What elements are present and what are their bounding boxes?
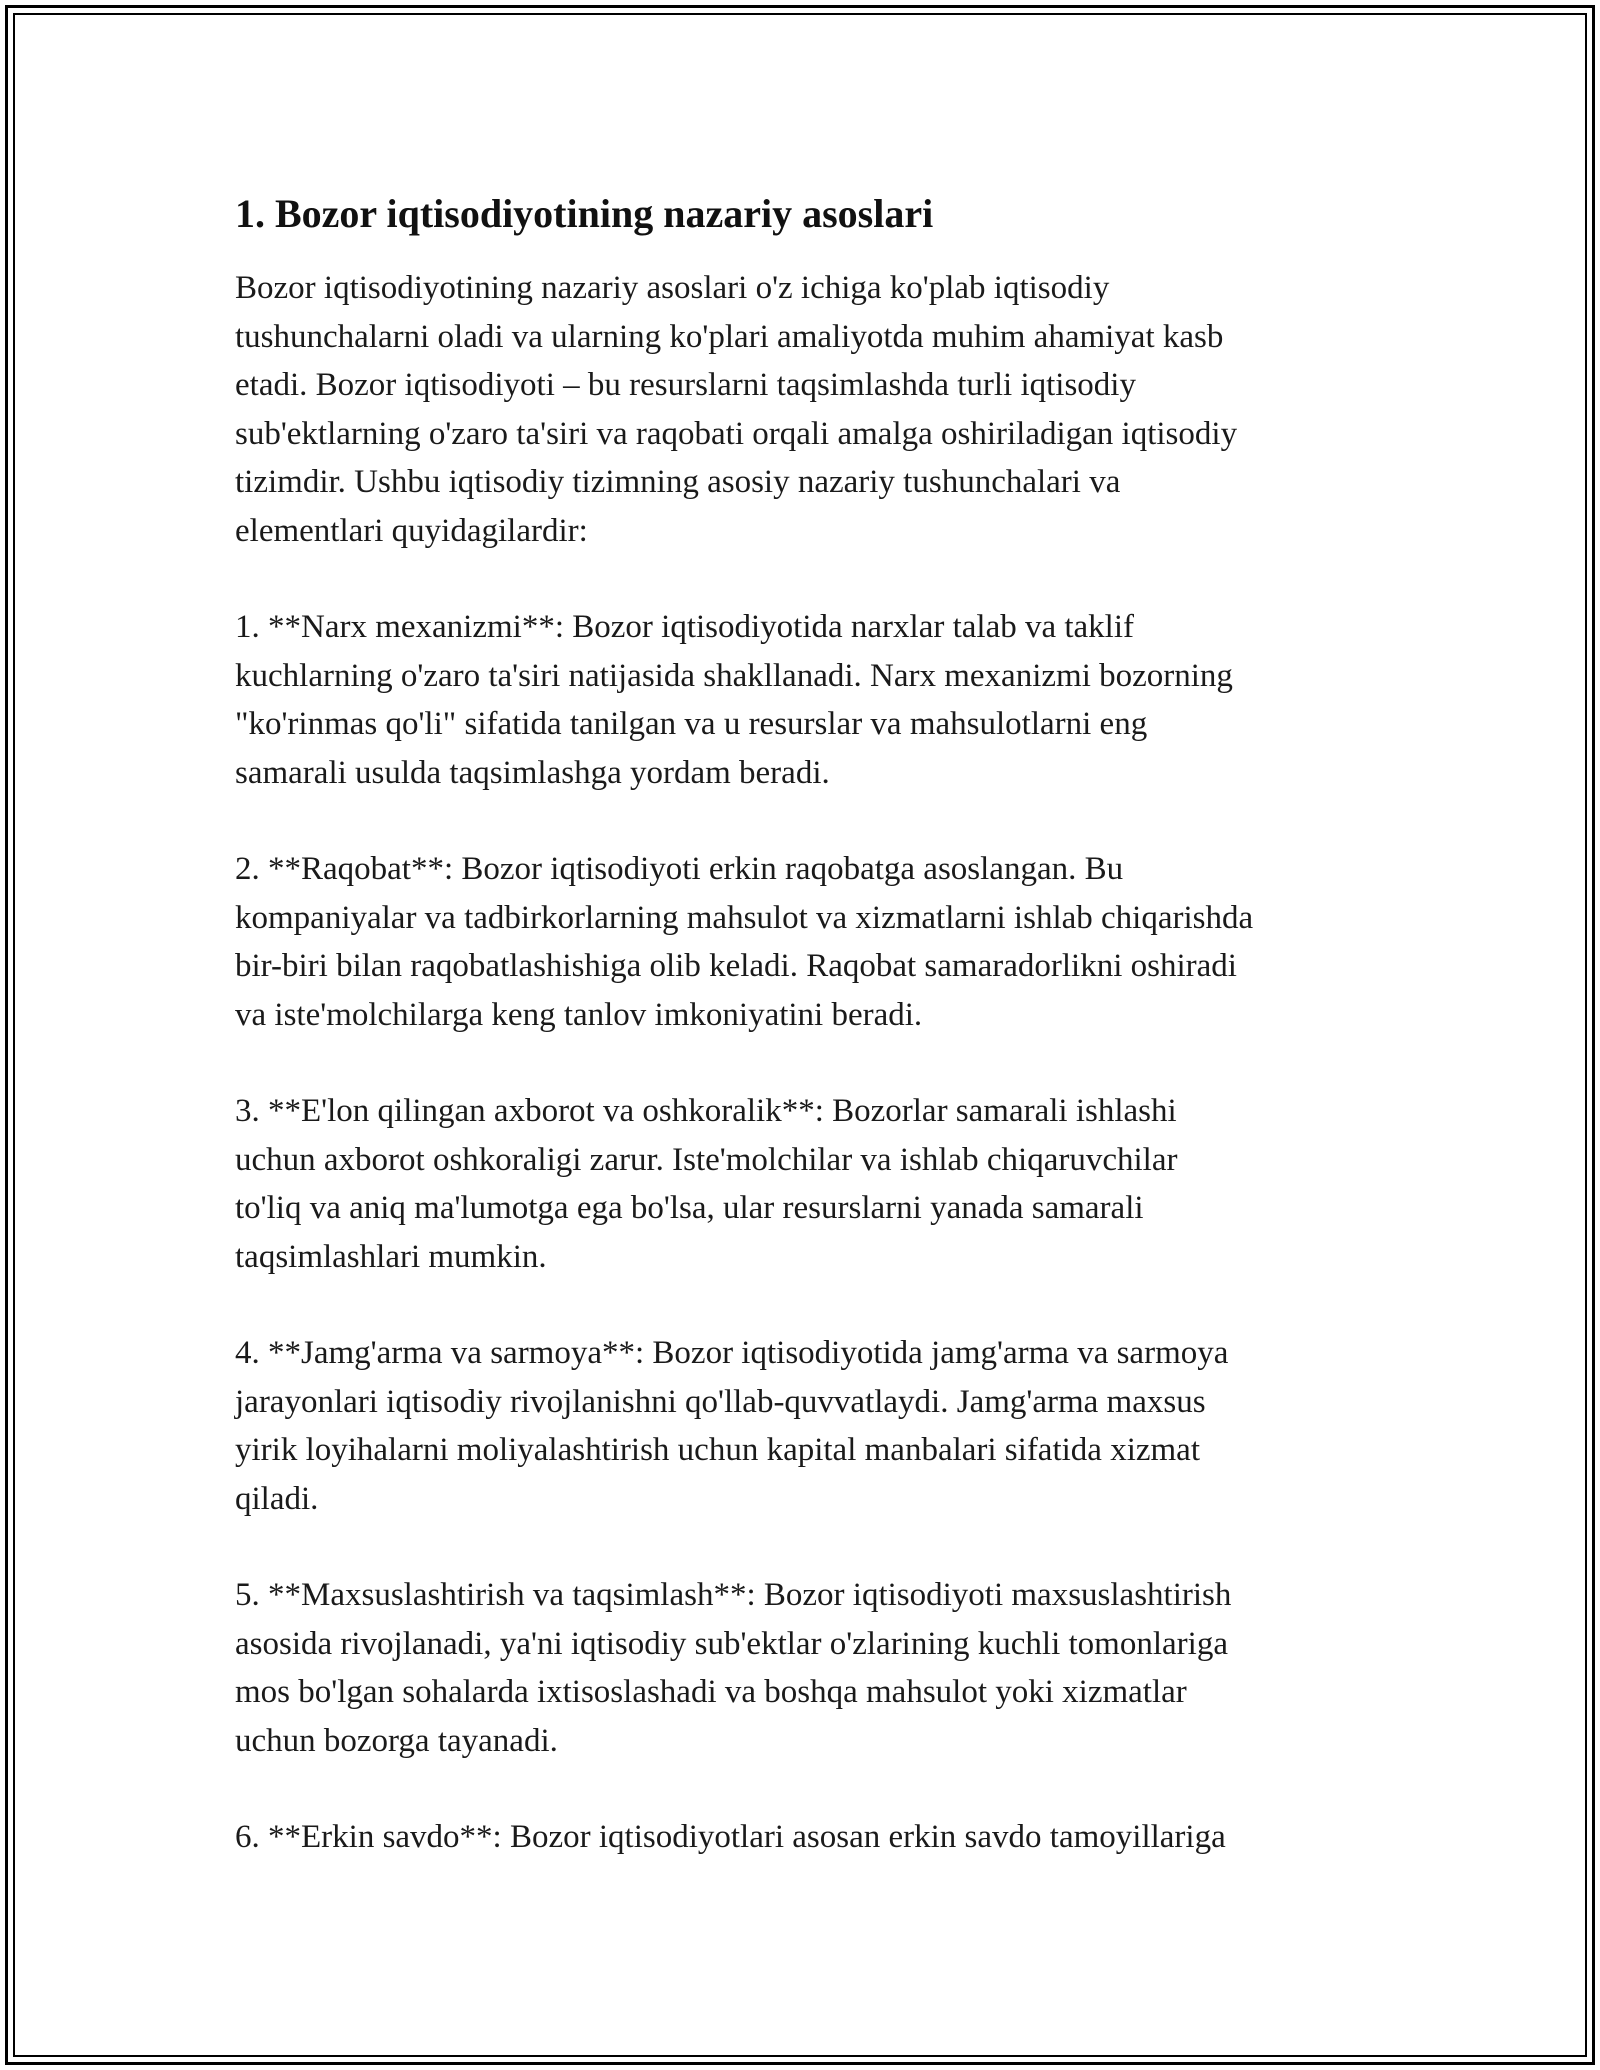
text-line: asosida rivojlanadi, ya'ni iqtisodiy sub'ektlar o'zlarining kuchli tomonlariga: [235, 1625, 1228, 1662]
text-line: etadi. Bozor iqtisodiyoti – bu resurslarni taqsimlashda turli iqtisodiy: [235, 367, 1136, 403]
intro-paragraph: [235, 264, 1375, 555]
text-line: va iste'molchilarga keng tanlov imkoniyatini beradi.: [235, 996, 923, 1033]
list-item-axborot-oshkoralik: [235, 1087, 1375, 1281]
list-item-raqobat: [235, 845, 1375, 1039]
text-line: yirik loyihalarni moliyalashtirish uchun kapital manbalari sifatida xizmat: [235, 1432, 1200, 1468]
list-item-narx-mexanizmi: [235, 603, 1375, 797]
text-line: tizimdir. Ushbu iqtisodiy tizimning asosiy nazariy tushunchalari va: [235, 464, 1121, 500]
text-line: sub'ektlarning o'zaro ta'siri va raqobati orqali amalga oshiriladigan iqtisodiy: [235, 415, 1238, 452]
document-body: [235, 188, 1375, 1910]
text-line: samarali usulda taqsimlashga yordam beradi.: [235, 754, 830, 791]
text-line: 1. **Narx mexanizmi**: Bozor iqtisodiyotida narxlar talab va taklif: [235, 609, 1135, 645]
text-line: elementlari quyidagilardir:: [235, 512, 588, 549]
text-line: 3. **E'lon qilingan axborot va oshkoralik**: Bozorlar samarali ishlashi: [235, 1093, 1177, 1129]
text-line: 5. **Maxsuslashtirish va taqsimlash**: Bozor iqtisodiyoti maxsuslashtirish: [235, 1577, 1232, 1613]
text-line: kuchlarning o'zaro ta'siri natijasida shakllanadi. Narx mexanizmi bozorning: [235, 657, 1233, 694]
text-line: uchun axborot oshkoraligi zarur. Iste'molchilar va ishlab chiqaruvchilar: [235, 1141, 1178, 1178]
text-line: uchun bozorga tayanadi.: [235, 1722, 558, 1759]
text-line: to'liq va aniq ma'lumotga ega bo'lsa, ular resurslarni yanada samarali: [235, 1190, 1144, 1226]
text-line: jarayonlari iqtisodiy rivojlanishni qo'llab-quvvatlaydi. Jamg'arma maxsus: [235, 1383, 1206, 1420]
text-line: taqsimlashlari mumkin.: [235, 1238, 547, 1275]
text-line: 4. **Jamg'arma va sarmoya**: Bozor iqtisodiyotida jamg'arma va sarmoya: [235, 1335, 1229, 1371]
section-heading: 1. Bozor iqtisodiyotining nazariy asoslari: [235, 191, 934, 236]
text-line: tushunchalarni oladi va ularning ko'plari amaliyotda muhim ahamiyat kasb: [235, 318, 1224, 355]
list-item-erkin-savdo: [235, 1813, 1375, 1862]
text-line: bir-biri bilan raqobatlashishiga olib keladi. Raqobat samaradorlikni oshiradi: [235, 948, 1237, 984]
list-item-jamgarma-sarmoya: [235, 1329, 1375, 1523]
text-line: Bozor iqtisodiyotining nazariy asoslari o'z ichiga ko'plab iqtisodiy: [235, 270, 1110, 306]
text-line: 6. **Erkin savdo**: Bozor iqtisodiyotlari asosan erkin savdo tamoyillariga: [235, 1819, 1226, 1855]
text-line: "ko'rinmas qo'li" sifatida tanilgan va u resurslar va mahsulotlarni eng: [235, 706, 1148, 742]
text-line: kompaniyalar va tadbirkorlarning mahsulot va xizmatlarni ishlab chiqarishda: [235, 899, 1254, 936]
text-line: mos bo'lgan sohalarda ixtisoslashadi va boshqa mahsulot yoki xizmatlar: [235, 1674, 1187, 1710]
text-line: qiladi.: [235, 1480, 319, 1517]
text-line: 2. **Raqobat**: Bozor iqtisodiyoti erkin raqobatga asoslangan. Bu: [235, 851, 1124, 887]
list-item-maxsuslashtirish: [235, 1571, 1375, 1765]
